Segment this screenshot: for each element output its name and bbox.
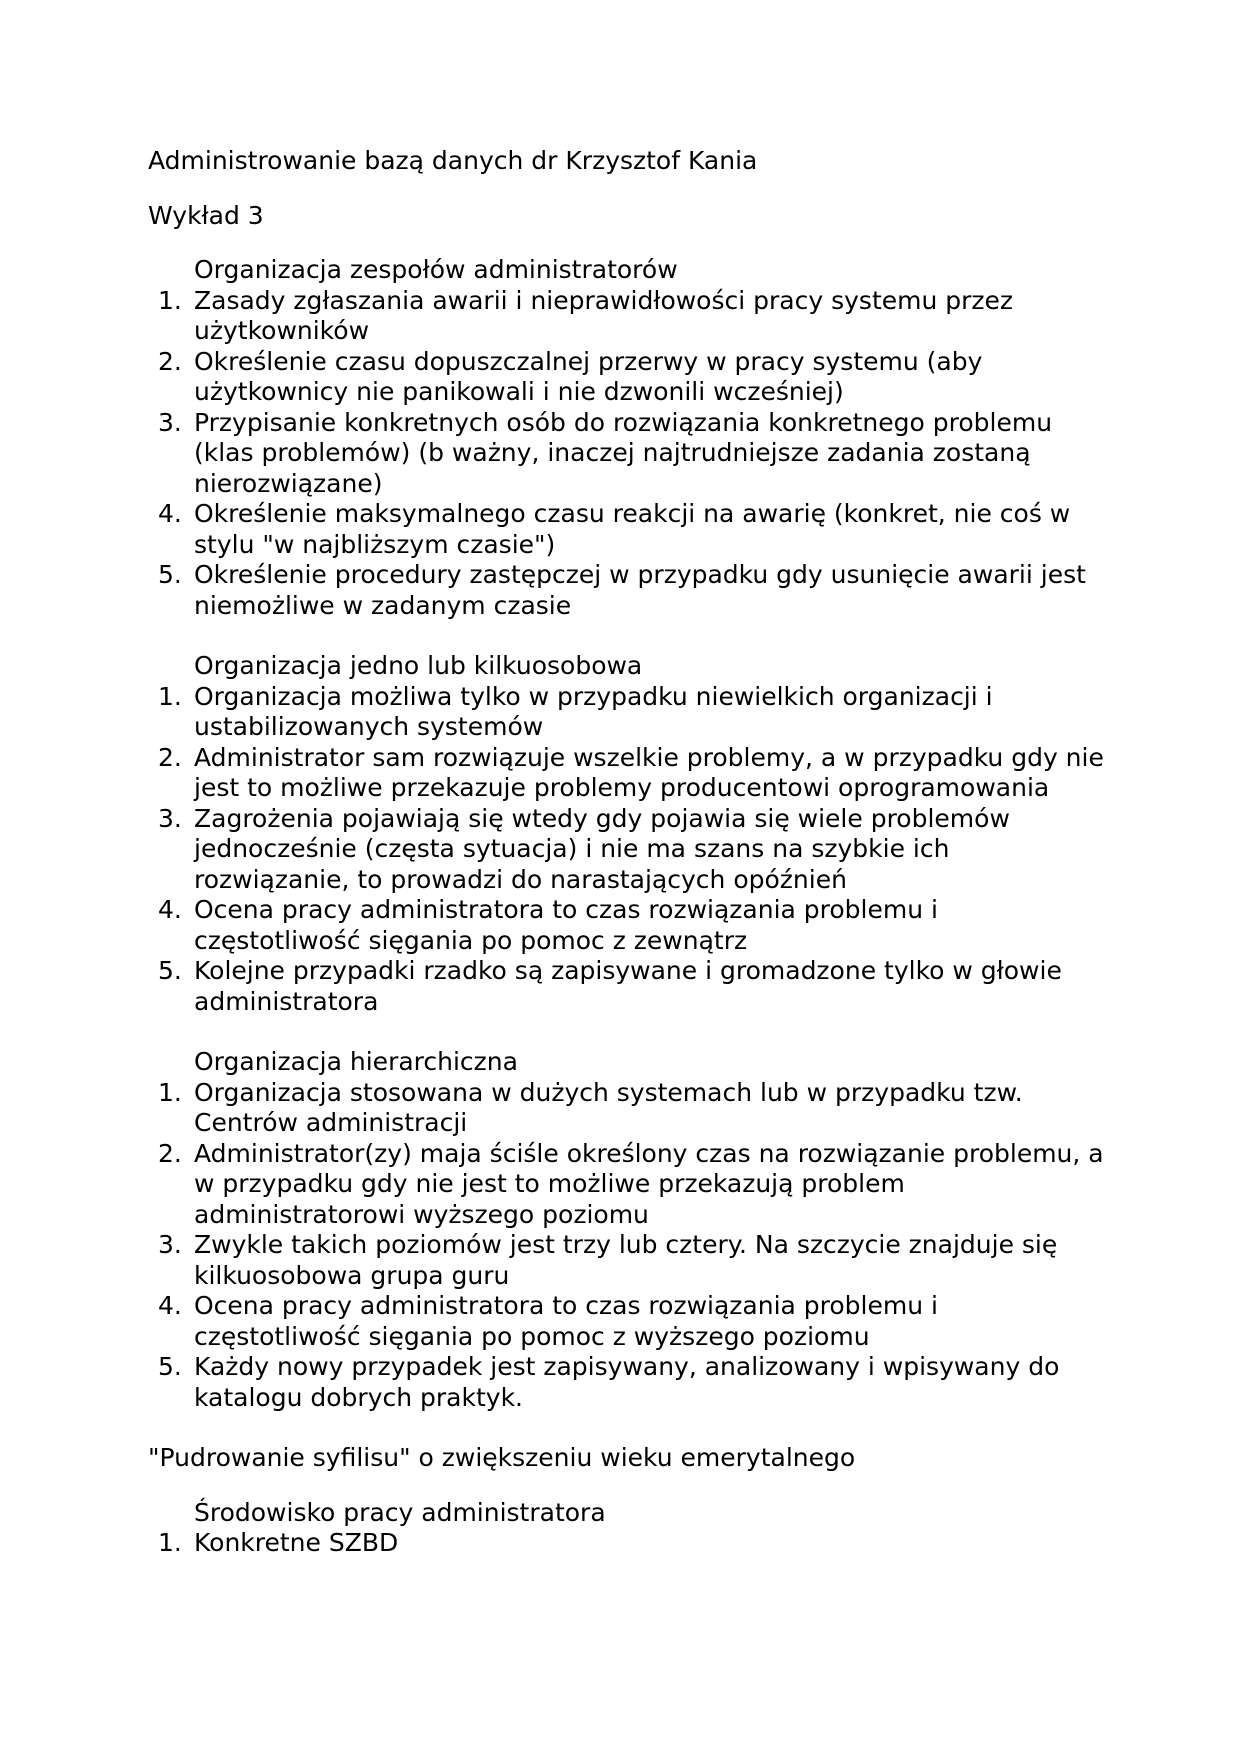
- list-item: [148, 347, 1108, 408]
- list-item: [148, 286, 1108, 347]
- list-item: [148, 895, 1108, 956]
- list-item-number: 1.: [158, 1528, 182, 1557]
- list-item: [148, 804, 1108, 896]
- section: [148, 1047, 1108, 1413]
- numbered-list: [148, 1078, 1108, 1414]
- section: [148, 1498, 1108, 1559]
- list-item-text: Zagrożenia pojawiają się wtedy gdy pojawia się wiele problemów jednocześnie (częsta sytuacja) i nie ma szans na szybkie ich rozwiązanie, to prowadzi do narastających opóźnień: [194, 803, 1010, 894]
- list-item-text: Określenie czasu dopuszczalnej przerwy w pracy systemu (aby użytkownicy nie panikowali i nie dzwonili wcześniej): [194, 346, 983, 406]
- spacer: [148, 231, 1108, 255]
- numbered-list: [148, 1528, 1108, 1559]
- numbered-list: [148, 286, 1108, 622]
- document-header: Administrowanie bazą danych dr Krzysztof Kania: [148, 146, 758, 175]
- list-item: [148, 956, 1108, 1017]
- list-item: [148, 560, 1108, 621]
- list-item-number: 4.: [158, 895, 182, 924]
- spacer: [148, 1017, 1108, 1047]
- list-item-text: Przypisanie konkretnych osób do rozwiązania konkretnego problemu (klas problemów) (b ważny, inaczej najtrudniejsze zadania zostaną nierozwiązane): [194, 407, 1053, 498]
- list-item: [148, 408, 1108, 500]
- list-item-number: 4.: [158, 1291, 182, 1320]
- section: [148, 255, 1108, 621]
- list-item: [148, 1078, 1108, 1139]
- list-item: [148, 1139, 1108, 1231]
- list-item: [148, 743, 1108, 804]
- spacer: [148, 1413, 1108, 1443]
- lecture-title: Wykład 3: [148, 200, 264, 230]
- list-item-text: Określenie procedury zastępczej w przypadku gdy usunięcie awarii jest niemożliwe w zadanym czasie: [194, 560, 1086, 620]
- spacer: [148, 621, 1108, 651]
- section-title: Środowisko pracy administratora: [194, 1497, 606, 1527]
- list-item-text: Zasady zgłaszania awarii i nieprawidłowości pracy systemu przez użytkowników: [194, 285, 1014, 345]
- list-item-text: Każdy nowy przypadek jest zapisywany, analizowany i wpisywany do katalogu dobrych praktyk.: [194, 1352, 1060, 1412]
- list-item-number: 5.: [158, 956, 182, 985]
- list-item-number: 1.: [158, 1077, 182, 1107]
- list-item-text: Ocena pracy administratora to czas rozwiązania problemu i częstotliwość sięgania po pomoc z zewnątrz: [194, 895, 938, 955]
- list-item-number: 3.: [158, 1230, 182, 1259]
- list-item-number: 3.: [158, 803, 182, 833]
- list-item-text: Organizacja możliwa tylko w przypadku niewielkich organizacji i ustabilizowanych systemów: [194, 681, 993, 741]
- list-item-text: Kolejne przypadki rzadko są zapisywane i gromadzone tylko w głowie administratora: [194, 956, 1062, 1016]
- note-line: "Pudrowanie syfilisu" o zwiększeniu wieku emerytalnego: [148, 1443, 856, 1472]
- list-item: [148, 1291, 1108, 1352]
- list-item-number: 2.: [158, 346, 182, 376]
- spacer: [148, 177, 1108, 201]
- list-item-text: Zwykle takich poziomów jest trzy lub cztery. Na szczycie znajduje się kilkuosobowa grupa guru: [194, 1230, 1058, 1290]
- list-item: [148, 1230, 1108, 1291]
- list-item-number: 5.: [158, 560, 182, 589]
- section-title: Organizacja hierarchiczna: [194, 1047, 518, 1076]
- list-item-text: Ocena pracy administratora to czas rozwiązania problemu i częstotliwość sięgania po pomoc z wyższego poziomu: [194, 1291, 938, 1351]
- numbered-list: [148, 682, 1108, 1018]
- list-item-number: 5.: [158, 1352, 182, 1381]
- sections-group-a: [148, 255, 1108, 1413]
- list-item-number: 4.: [158, 499, 182, 528]
- list-item-number: 2.: [158, 1138, 182, 1168]
- section-title: Organizacja zespołów administratorów: [194, 255, 678, 284]
- list-item-number: 2.: [158, 742, 182, 772]
- list-item: [148, 1352, 1108, 1413]
- section: [148, 651, 1108, 1017]
- list-item: [148, 682, 1108, 743]
- sections-group-b: [148, 1498, 1108, 1559]
- list-item-number: 1.: [158, 285, 182, 315]
- list-item: [148, 1528, 1108, 1559]
- list-item: [148, 499, 1108, 560]
- section-title: Organizacja jedno lub kilkuosobowa: [194, 651, 643, 680]
- list-item-number: 1.: [158, 681, 182, 711]
- list-item-text: Określenie maksymalnego czasu reakcji na awarię (konkret, nie coś w stylu "w najbliższym czasie"): [194, 499, 1071, 559]
- list-item-number: 3.: [158, 407, 182, 437]
- document-body: [148, 146, 1108, 1559]
- list-item-text: Administrator(zy) maja ściśle określony czas na rozwiązanie problemu, a w przypadku gdy nie jest to możliwe przekazują problem administratorowi wyższego poziomu: [194, 1138, 1104, 1229]
- list-item-text: Administrator sam rozwiązuje wszelkie problemy, a w przypadku gdy nie jest to możliwe przekazuje problemy producentowi oprogramowania: [194, 742, 1104, 802]
- list-item-text: Organizacja stosowana w dużych systemach lub w przypadku tzw. Centrów administracji: [194, 1077, 1023, 1137]
- list-item-text: Konkretne SZBD: [194, 1528, 399, 1557]
- spacer: [148, 1474, 1108, 1498]
